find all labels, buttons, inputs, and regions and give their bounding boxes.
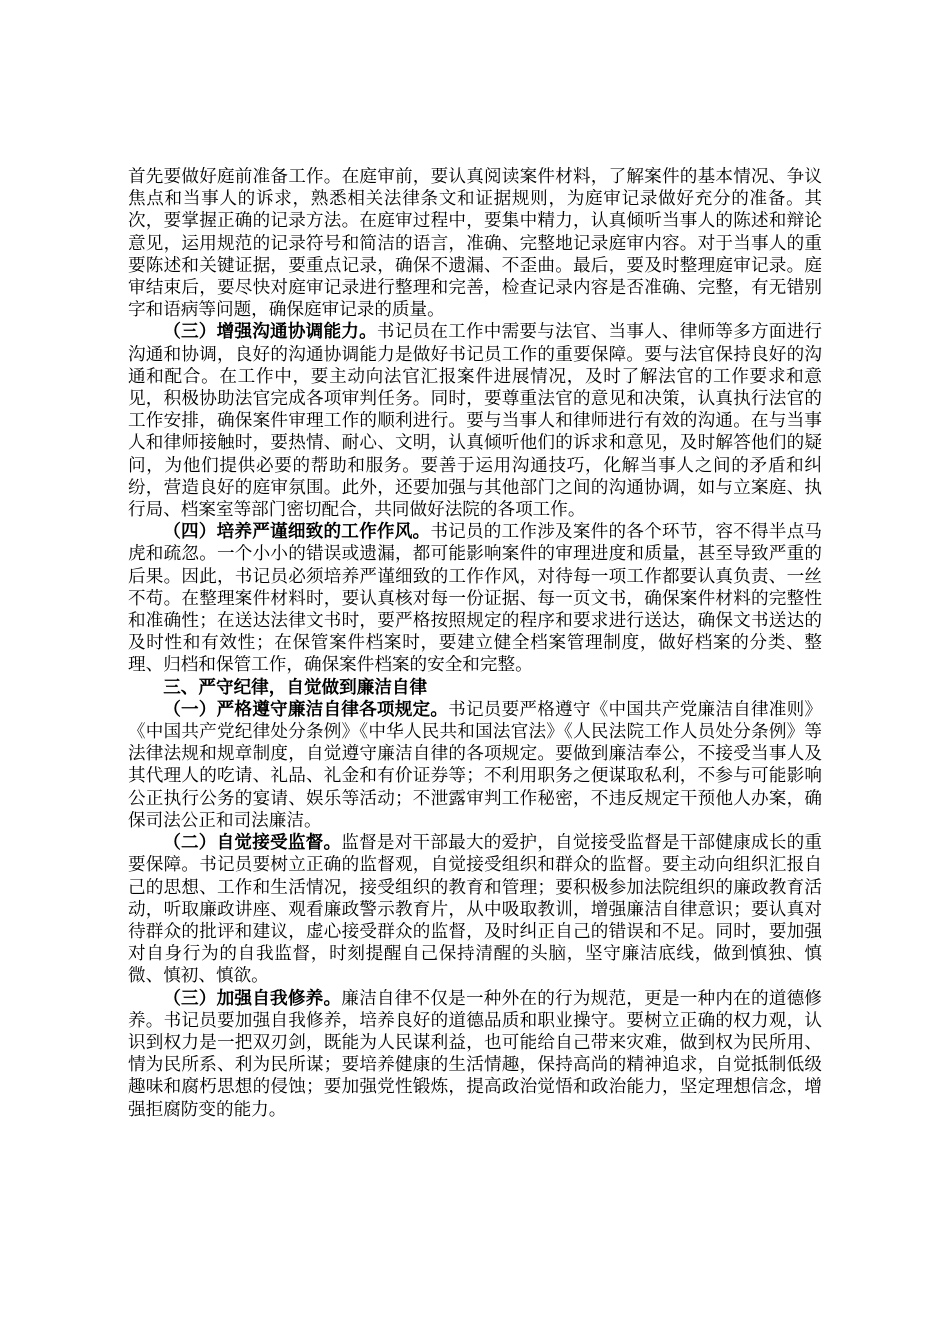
paragraph-lead: （二）自觉接受监督。: [163, 832, 342, 854]
paragraph-text: 书记员的工作涉及案件的各个环节，容不得半点马虎和疏忽。一个小小的错误或遗漏，都可能影响案件的审理进度和质量，甚至导致严重的后果。因此，书记员必须培养严谨细致的工作作风，对待每一项工作都要认真负责、一丝不苟。在整理案件材料时，要认真核对每一份证据、每一页文书，确保案件材料的完整性和准确性；在送达法律文书时，要严格按照规定的程序和要求进行送达，确保文书送达的及时性和有效性；在保管案件档案时，要建立健全档案管理制度，做好档案的分类、整理、归档和保管工作，确保案件档案的安全和完整。: [128, 522, 822, 676]
document-body: [128, 166, 822, 1121]
paragraph-lead: （三）增强沟通协调能力。: [163, 321, 377, 343]
paragraph-lead: （一）严格遵守廉洁自律各项规定。: [163, 698, 449, 720]
paragraph-lead: （四）培养严谨细致的工作作风。: [163, 521, 431, 543]
paragraph-supervision: [128, 832, 822, 987]
paragraph-lead: （三）加强自我修养。: [163, 987, 342, 1009]
paragraph-court-record: [128, 166, 822, 321]
paragraph-communication: [128, 321, 822, 521]
section-heading: 三、严守纪律，自觉做到廉洁自律: [163, 676, 428, 698]
paragraph-text: 书记员在工作中需要与法官、当事人、律师等多方面进行沟通和协调，良好的沟通协调能力是做好书记员工作的重要保障。要与法官保持良好的沟通和配合。在工作中，要主动向法官汇报案件进展情况，及时了解法官的工作要求和意见，积极协助法官完成各项审判任务。同时，要尊重法官的意见和决策，认真执行法官的工作安排，确保案件审理工作的顺利进行。要与当事人和律师进行有效的沟通。在与当事人和律师接触时，要热情、耐心、文明，认真倾听他们的诉求和意见，及时解答他们的疑问，为他们提供必要的帮助和服务。要善于运用沟通技巧，化解当事人之间的矛盾和纠纷，营造良好的庭审氛围。此外，还要加强与其他部门之间的沟通协调，如与立案庭、执行局、档案室等部门密切配合，共同做好法院的各项工作。: [128, 322, 822, 521]
paragraph-self-cultivation: [128, 988, 822, 1121]
paragraph-text: 首先要做好庭前准备工作。在庭审前，要认真阅读案件材料，了解案件的基本情况、争议焦点和当事人的诉求，熟悉相关法律条文和证据规则，为庭审记录做好充分的准备。其次，要掌握正确的记录方法。在庭审过程中，要集中精力，认真倾听当事人的陈述和辩论意见，运用规范的记录符号和简洁的语言，准确、完整地记录庭审内容。对于当事人的重要陈述和关键证据，要重点记录，确保不遗漏、不歪曲。最后，要及时整理庭审记录。庭审结束后，要尽快对庭审记录进行整理和完善，检查记录内容是否准确、完整，有无错别字和语病等问题，确保庭审记录的质量。: [128, 167, 822, 321]
paragraph-text: 书记员要严格遵守《中国共产党廉洁自律准则》《中国共产党纪律处分条例》《中华人民共和国法官法》《人民法院工作人员处分条例》等法律法规和规章制度，自觉遵守廉洁自律的各项规定。要做到廉洁奉公，不接受当事人及其代理人的吃请、礼品、礼金和有价证券等；不利用职务之便谋取私利，不参与可能影响公正执行公务的宴请、娱乐等活动；不泄露审判工作秘密，不违反规定干预他人办案，确保司法公正和司法廉洁。: [128, 699, 822, 831]
paragraph-text: 廉洁自律不仅是一种外在的行为规范，更是一种内在的道德修养。书记员要加强自我修养，培养良好的道德品质和职业操守。要树立正确的权力观，认识到权力是一把双刃剑，既能为人民谋利益，也可能给自己带来灾难，做到权为民所用、情为民所系、利为民所谋；要培养健康的生活情趣，保持高尚的精神追求，自觉抵制低级趣味和腐朽思想的侵蚀；要加强党性锻炼，提高政治觉悟和政治能力，坚定理想信念，增强拒腐防变的能力。: [128, 988, 822, 1120]
paragraph-work-style: [128, 521, 822, 676]
paragraph-integrity-rules: [128, 699, 822, 832]
paragraph-text: 监督是对干部最大的爱护，自觉接受监督是干部健康成长的重要保障。书记员要树立正确的监督观，自觉接受组织和群众的监督。要主动向组织汇报自己的思想、工作和生活情况，接受组织的教育和管理；要积极参加法院组织的廉政教育活动，听取廉政讲座、观看廉政警示教育片，从中吸取教训，增强廉洁自律意识；要认真对待群众的批评和建议，虚心接受群众的监督，及时纠正自己的错误和不足。同时，要加强对自身行为的自我监督，时刻提醒自己保持清醒的头脑，坚守廉洁底线，做到慎独、慎微、慎初、慎欲。: [128, 833, 822, 987]
